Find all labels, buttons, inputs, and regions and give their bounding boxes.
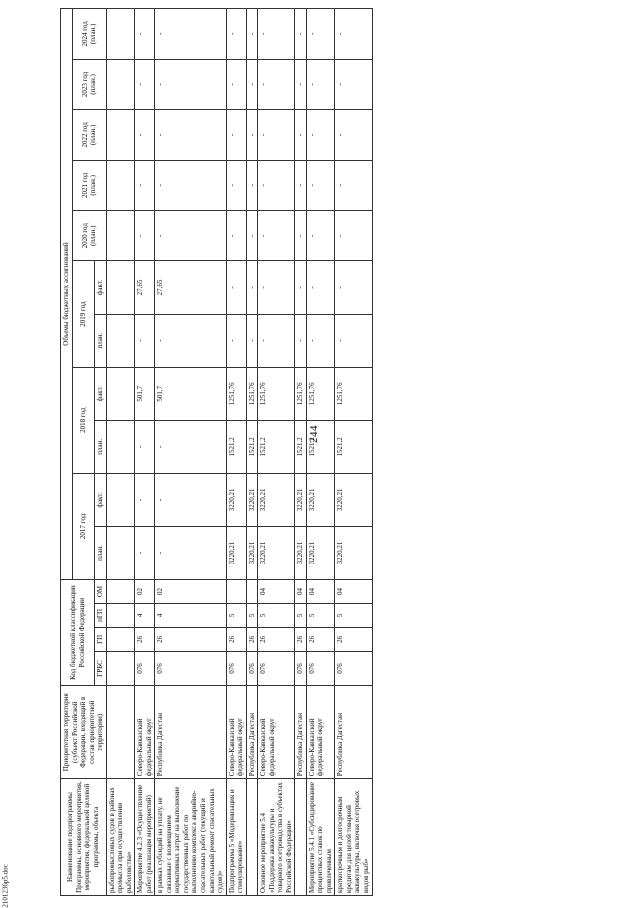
row-value: - — [155, 211, 226, 261]
row-value — [106, 59, 135, 109]
row-value: - — [155, 59, 226, 109]
row-value — [106, 110, 135, 160]
row-name — [295, 779, 307, 896]
header-volumes: Объемы бюджетных ассигнований — [61, 9, 73, 580]
row-pgp: 5 — [335, 603, 372, 627]
row-name — [246, 779, 258, 896]
row-value: - — [155, 160, 226, 210]
row-value — [106, 420, 135, 473]
row-value — [106, 473, 135, 526]
row-value: - — [135, 420, 155, 473]
header-year-2021: 2021 год (план.) — [72, 160, 106, 210]
row-om: 02 — [155, 580, 226, 604]
row-name: Основное мероприятие 5.4 «Поддержка аквакультуры и товарного осетроводства в субъектах Российской Федерации» — [258, 779, 295, 896]
table-row — [226, 9, 246, 896]
row-value: 3220,21 — [295, 526, 307, 579]
row-value: - — [295, 314, 307, 367]
row-value: - — [295, 160, 307, 210]
header-pgp: пГП — [95, 603, 107, 627]
row-pgp: 4 — [135, 603, 155, 627]
row-name: в рамках субсидий на уплату, не связанные с возмещением нормативных затрат на выполнение государственных работ по выполнению комплекса аварийно-спасательных работ (текущий и капитальный ремонт спасательных судов)» — [155, 779, 226, 896]
row-value: - — [306, 160, 335, 210]
row-value: - — [306, 211, 335, 261]
header-plan: план. — [95, 314, 107, 367]
row-value: - — [306, 9, 335, 60]
row-value: 3220,21 — [246, 526, 258, 579]
row-value — [106, 367, 135, 420]
row-value: 1251,76 — [258, 367, 295, 420]
row-value: - — [226, 261, 246, 314]
row-value: - — [306, 59, 335, 109]
page-number: 244 — [308, 425, 320, 443]
row-value: 1521,2 — [335, 420, 372, 473]
row-value: - — [246, 9, 258, 60]
table-header — [61, 9, 107, 896]
row-pgp: 5 — [258, 603, 295, 627]
row-gp: 26 — [335, 627, 372, 651]
header-year-2018: 2018 год — [72, 367, 95, 473]
table-row — [155, 9, 226, 896]
row-pgp: 5 — [306, 603, 335, 627]
row-grbs — [106, 651, 135, 686]
row-value — [106, 314, 135, 367]
row-name: Подпрограмма 5 «Модернизация и стимулирование» — [226, 779, 246, 896]
row-value: 3220,21 — [335, 473, 372, 526]
row-value: - — [335, 261, 372, 314]
row-value: - — [226, 110, 246, 160]
row-pgp — [106, 603, 135, 627]
row-value: - — [258, 9, 295, 60]
row-grbs: 076 — [155, 651, 226, 686]
header-year-2023: 2023 год (план.) — [72, 59, 106, 109]
row-value: 27,65 — [135, 261, 155, 314]
row-value: - — [135, 211, 155, 261]
row-territory: Республика Дагестан — [295, 686, 307, 779]
row-name: рыбопромысловых судов в районах промысла при осуществлении рыболовства» — [106, 779, 135, 896]
row-territory: Республика Дагестан — [246, 686, 258, 779]
header-name: Наименование подпрограммы Программы, основного мероприятия, мероприятия, федеральной целевой программы, объекта — [61, 779, 107, 896]
row-value: 3220,21 — [335, 526, 372, 579]
row-om: 04 — [335, 580, 372, 604]
table-row — [306, 9, 335, 896]
row-om: 04 — [306, 580, 335, 604]
row-value: 3220,21 — [258, 473, 295, 526]
row-value: 1521,2 — [226, 420, 246, 473]
row-om: 04 — [295, 580, 307, 604]
row-value: 3220,21 — [295, 473, 307, 526]
row-gp: 26 — [306, 627, 335, 651]
row-territory: Республика Дагестан — [335, 686, 372, 779]
row-value: - — [246, 314, 258, 367]
row-value — [106, 9, 135, 60]
rotated-table-area — [60, 8, 590, 896]
header-fact: факт. — [95, 473, 107, 526]
table-row — [246, 9, 258, 896]
table-row — [335, 9, 372, 896]
row-value — [106, 160, 135, 210]
row-value: - — [246, 261, 258, 314]
row-value: - — [246, 110, 258, 160]
header-year-2017: 2017 год — [72, 473, 95, 579]
row-value: - — [135, 59, 155, 109]
document-footer — [1, 864, 48, 908]
footer-filename: 2101236р5.doc — [1, 864, 10, 908]
row-value: - — [155, 526, 226, 579]
row-value: 1521,2 — [295, 420, 307, 473]
row-name: Мероприятие 4.2.3 «Осуществление работ (реализация мероприятий) — [135, 779, 155, 896]
table-row — [295, 9, 307, 896]
row-value: - — [258, 211, 295, 261]
row-value: - — [335, 314, 372, 367]
row-pgp: 5 — [246, 603, 258, 627]
row-value: - — [135, 473, 155, 526]
row-value: 3220,21 — [306, 473, 335, 526]
row-value: - — [226, 160, 246, 210]
table-row — [135, 9, 155, 896]
row-value: 3220,21 — [226, 526, 246, 579]
row-gp: 26 — [246, 627, 258, 651]
row-value: 1251,76 — [295, 367, 307, 420]
row-grbs: 076 — [258, 651, 295, 686]
row-value: 3220,21 — [226, 473, 246, 526]
row-value: 27,65 — [155, 261, 226, 314]
row-value: - — [295, 9, 307, 60]
header-gp: ГП — [95, 627, 107, 651]
row-value: - — [226, 211, 246, 261]
row-value: - — [295, 110, 307, 160]
row-om: 02 — [135, 580, 155, 604]
table-sheet — [60, 8, 590, 896]
row-om — [246, 580, 258, 604]
row-value: - — [135, 9, 155, 60]
row-value: - — [155, 473, 226, 526]
row-value: - — [258, 59, 295, 109]
row-value: 501,7 — [135, 367, 155, 420]
row-value: - — [155, 420, 226, 473]
row-value: - — [258, 110, 295, 160]
row-grbs: 076 — [246, 651, 258, 686]
header-territory: Приоритетная территория (субъект Российской Федерации, входящий в состав приоритетной территории) — [61, 686, 107, 779]
row-gp: 26 — [155, 627, 226, 651]
row-value: - — [155, 9, 226, 60]
row-gp: 26 — [135, 627, 155, 651]
row-om: 04 — [258, 580, 295, 604]
header-fact: факт. — [95, 367, 107, 420]
row-name: краткосрочным и долгосрочным кредитам для целей товарной аквакультуры, включая осетровых видов рыб» — [335, 779, 372, 896]
row-value: - — [226, 314, 246, 367]
row-om — [226, 580, 246, 604]
row-territory: Северо-Кавказский федеральный округ — [306, 686, 335, 779]
row-value: - — [246, 59, 258, 109]
row-pgp: 5 — [226, 603, 246, 627]
row-value: - — [258, 261, 295, 314]
row-value: - — [135, 160, 155, 210]
row-gp — [106, 627, 135, 651]
row-value: - — [335, 110, 372, 160]
row-value: - — [335, 160, 372, 210]
row-territory: Северо-Кавказский федеральный округ — [135, 686, 155, 779]
row-value: - — [335, 59, 372, 109]
header-year-2019: 2019 год — [72, 261, 95, 367]
header-year-2024: 2024 год (план.) — [72, 9, 106, 60]
header-year-2020: 2020 год (план.) — [72, 211, 106, 261]
row-value: - — [335, 9, 372, 60]
row-value: 3220,21 — [246, 473, 258, 526]
row-value: - — [258, 160, 295, 210]
row-gp: 26 — [295, 627, 307, 651]
header-plan: план. — [95, 526, 107, 579]
header-om: ОМ — [95, 580, 107, 604]
row-value: 3220,21 — [258, 526, 295, 579]
row-value: - — [335, 211, 372, 261]
header-fact: факт. — [95, 261, 107, 314]
row-value — [106, 526, 135, 579]
row-value: - — [155, 110, 226, 160]
budget-table — [60, 8, 373, 896]
row-value: - — [155, 314, 226, 367]
row-territory: Северо-Кавказский федеральный округ — [258, 686, 295, 779]
row-territory: Республика Дагестан — [155, 686, 226, 779]
row-value: 3220,21 — [306, 526, 335, 579]
row-value: - — [295, 59, 307, 109]
row-gp: 26 — [258, 627, 295, 651]
table-row — [258, 9, 295, 896]
header-plan: план. — [95, 420, 107, 473]
row-value: 1251,76 — [246, 367, 258, 420]
row-value: - — [306, 314, 335, 367]
row-grbs: 076 — [226, 651, 246, 686]
row-value: - — [226, 9, 246, 60]
row-value: 1521,2 — [246, 420, 258, 473]
row-value: 1521,2 — [306, 420, 335, 473]
row-territory: Северо-Кавказский федеральный округ — [226, 686, 246, 779]
row-grbs: 076 — [335, 651, 372, 686]
row-pgp: 5 — [295, 603, 307, 627]
row-value: - — [246, 211, 258, 261]
row-value: - — [135, 314, 155, 367]
row-value — [106, 211, 135, 261]
row-value: - — [135, 110, 155, 160]
row-grbs: 076 — [295, 651, 307, 686]
row-value: 501,7 — [155, 367, 226, 420]
row-value — [106, 261, 135, 314]
table-body — [106, 9, 372, 896]
row-value: - — [295, 261, 307, 314]
row-grbs: 076 — [135, 651, 155, 686]
row-value: - — [295, 211, 307, 261]
row-gp: 26 — [226, 627, 246, 651]
row-value: - — [246, 160, 258, 210]
header-year-2022: 2022 год (план.) — [72, 110, 106, 160]
row-value: 1251,76 — [335, 367, 372, 420]
row-name: Мероприятие 5.4.1 «Субсидирование процентных ставок по привлеченным — [306, 779, 335, 896]
row-territory — [106, 686, 135, 779]
row-value: - — [258, 314, 295, 367]
row-value: - — [306, 110, 335, 160]
table-row — [106, 9, 135, 896]
row-om — [106, 580, 135, 604]
row-pgp: 4 — [155, 603, 226, 627]
row-value: - — [135, 526, 155, 579]
row-value: 1251,76 — [226, 367, 246, 420]
row-value: 1251,76 — [306, 367, 335, 420]
row-grbs: 076 — [306, 651, 335, 686]
header-code: Код бюджетной классификации Российской Федерации — [61, 580, 95, 686]
row-value: - — [226, 59, 246, 109]
row-value: - — [306, 261, 335, 314]
row-value: 1521,2 — [258, 420, 295, 473]
header-grbs: ГРБС — [95, 651, 107, 686]
